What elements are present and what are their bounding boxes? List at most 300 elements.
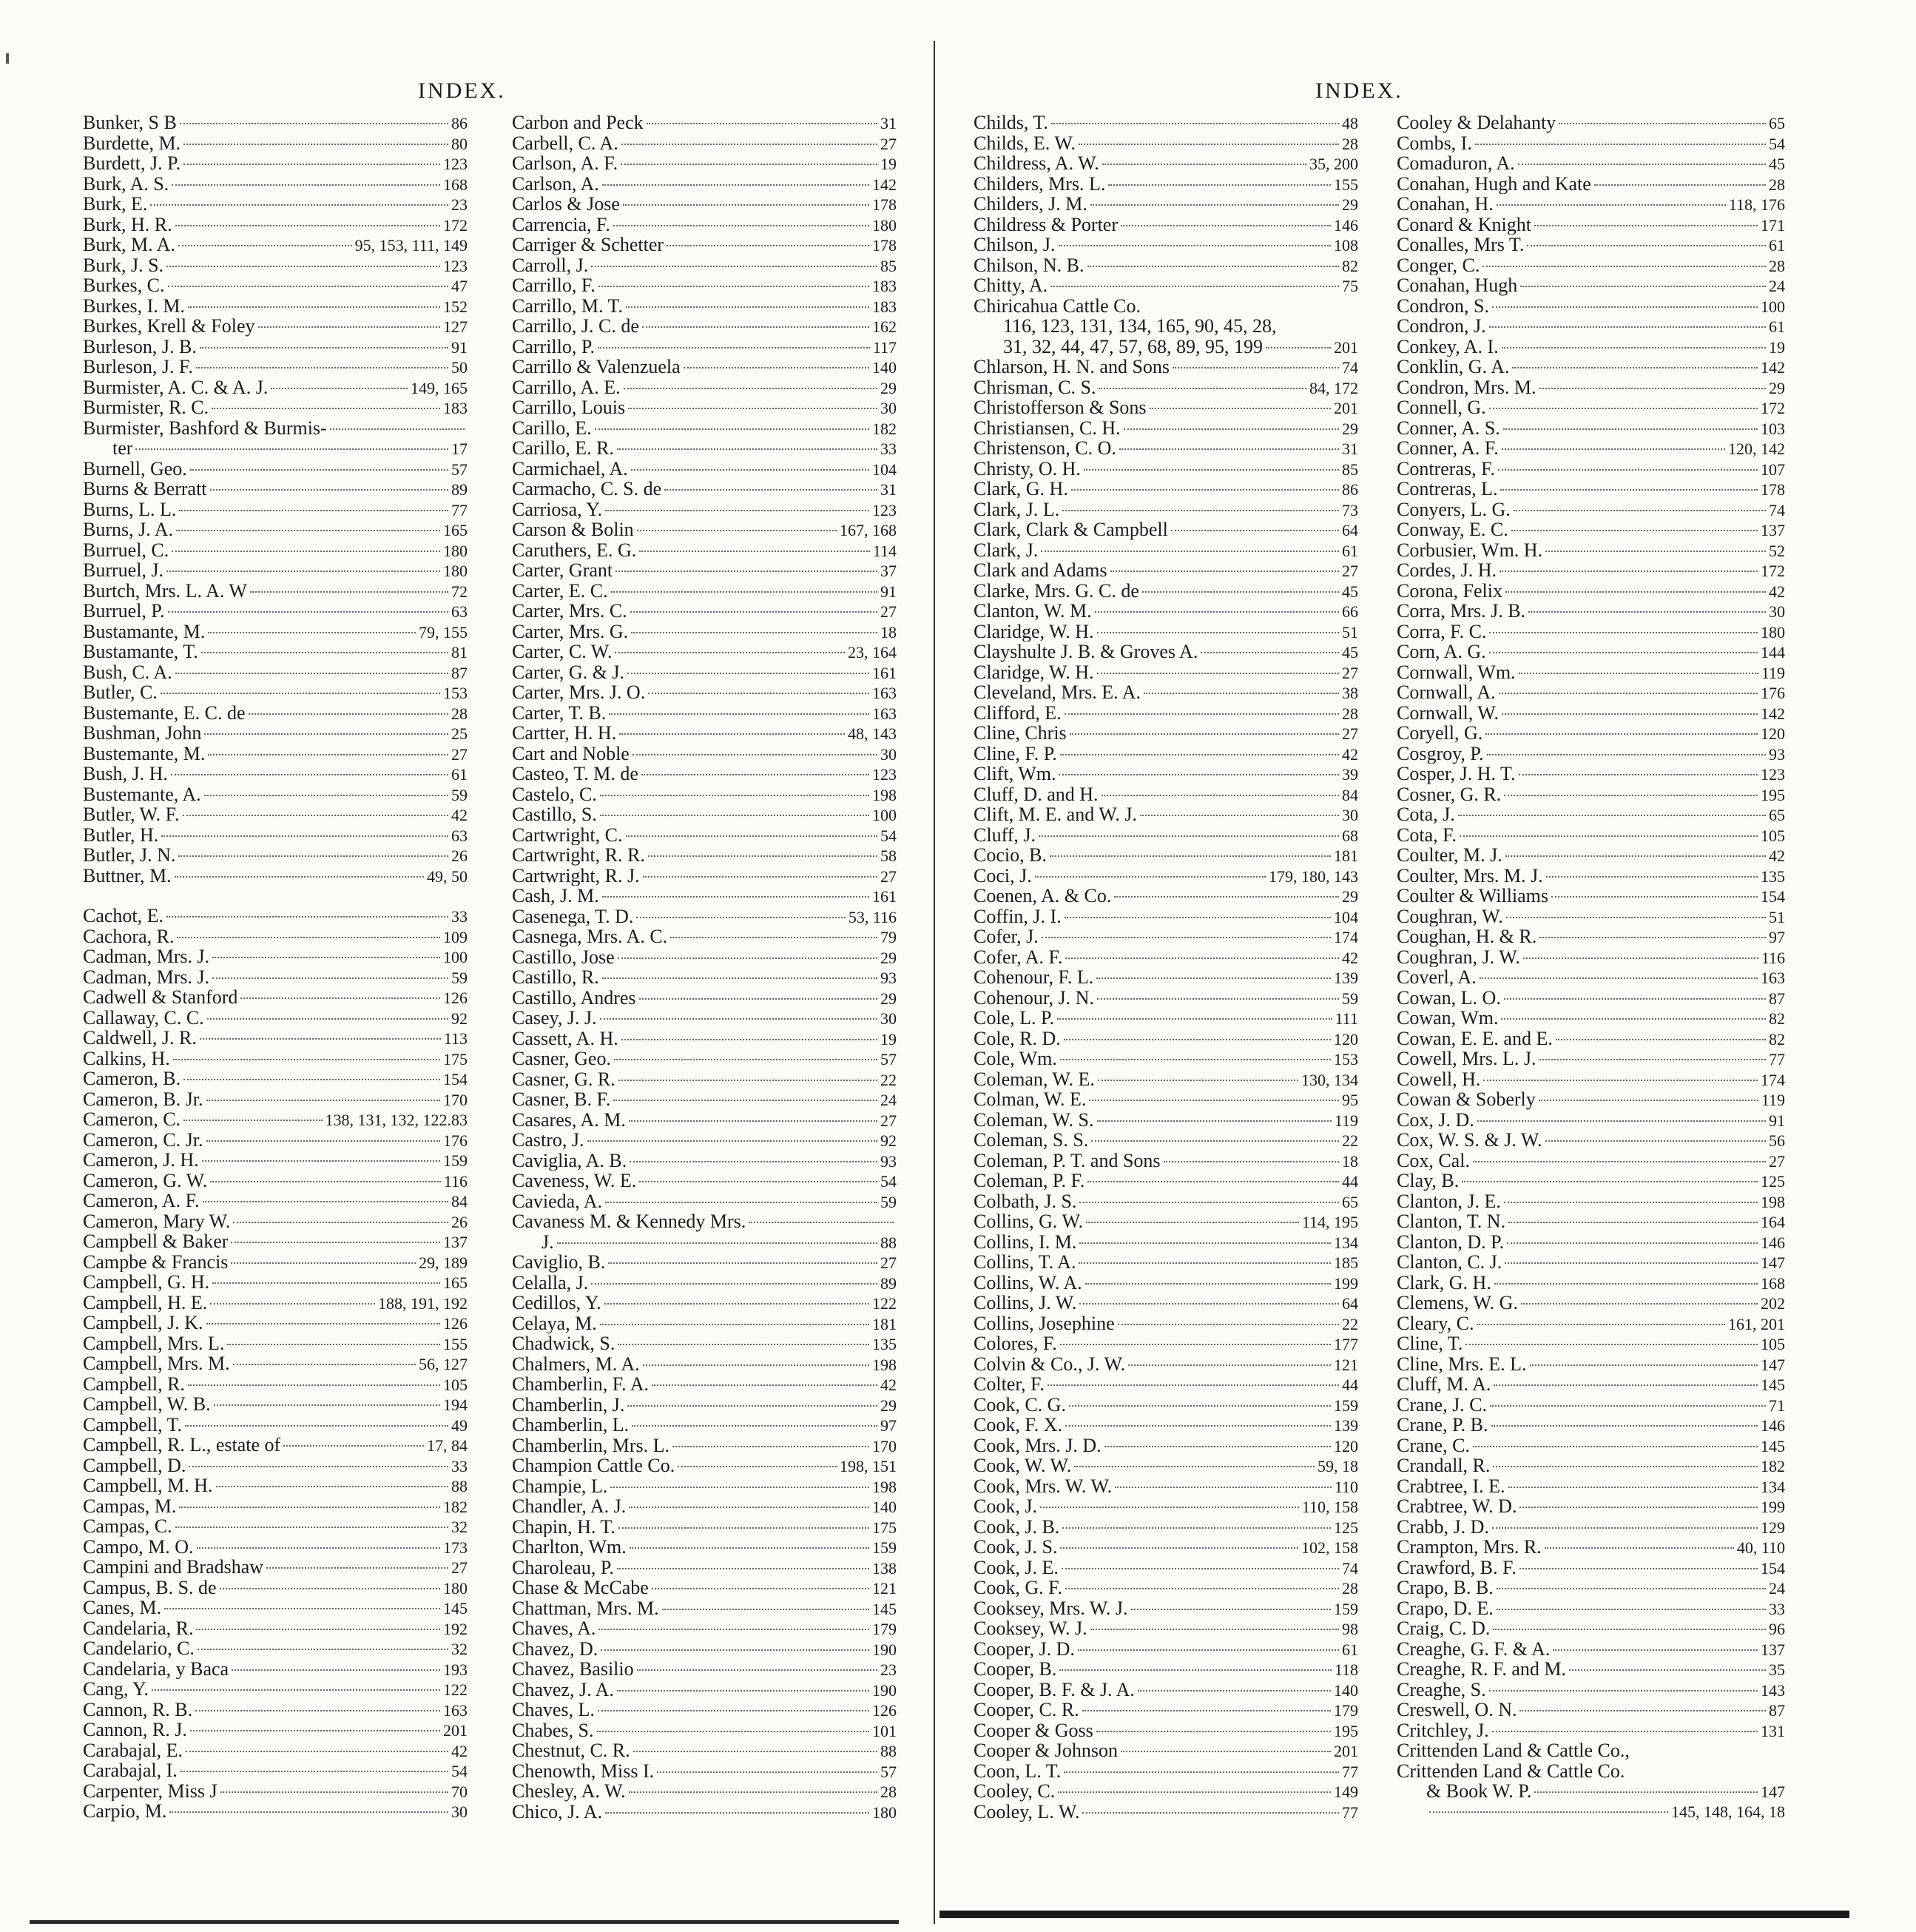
dot-leader (605, 1812, 869, 1814)
entry-page-numbers: 159 (1334, 1599, 1358, 1618)
index-entry (1397, 296, 1785, 317)
index-entry (512, 1293, 897, 1313)
entry-page-numbers: 104 (1334, 907, 1358, 926)
index-entry (512, 804, 897, 825)
entry-name: Castillo, S. (512, 804, 597, 825)
dot-leader (1069, 1405, 1331, 1407)
dot-leader (1501, 1018, 1766, 1020)
entry-name: Burruel, J. (83, 560, 164, 581)
dot-leader (179, 510, 448, 511)
index-entry (1397, 1558, 1785, 1578)
dot-leader (231, 1242, 440, 1243)
index-entry (83, 194, 468, 215)
entry-name: Christiansen, C. H. (974, 417, 1121, 438)
entry-name: Cook, F. X. (974, 1415, 1062, 1435)
index-entry (974, 804, 1358, 825)
entry-page-numbers: 201 (1334, 1742, 1358, 1760)
entry-page-numbers: 39 (1342, 765, 1358, 784)
index-entry (83, 784, 468, 805)
entry-name: Chrisman, C. S. (974, 377, 1096, 397)
entry-name: Cedillos, Y. (512, 1293, 601, 1313)
index-entry (83, 723, 468, 744)
entry-name: Clanton, W. M. (974, 601, 1092, 622)
dot-leader (667, 245, 869, 246)
index-entry (83, 215, 468, 235)
entry-page-numbers: 116 (443, 1171, 468, 1191)
index-entry (83, 438, 468, 459)
index-entry (974, 1191, 1358, 1212)
dot-leader (1060, 1547, 1298, 1549)
entry-page-numbers: 27 (880, 1253, 897, 1272)
entry-name: Calkins, H. (83, 1048, 170, 1068)
entry-name: Clanton, D. P. (1397, 1231, 1505, 1252)
entry-page-numbers: 66 (1342, 602, 1358, 621)
entry-page-numbers: 65 (1769, 114, 1785, 132)
dot-leader (1050, 855, 1331, 857)
entry-name: Cox, Cal. (1397, 1150, 1470, 1171)
index-entry (83, 459, 468, 479)
entry-name: Cook, J. B. (974, 1516, 1060, 1537)
dot-leader (271, 388, 408, 389)
dot-leader (210, 1181, 441, 1182)
index-entry (512, 194, 897, 215)
entry-page-numbers: 27 (880, 1111, 897, 1130)
index-entry (974, 1618, 1358, 1639)
entry-page-numbers: 48 (1342, 114, 1358, 132)
index-entry (512, 642, 897, 662)
entry-page-numbers: 17, 84 (427, 1436, 468, 1455)
entry-name: Cook, J. (974, 1496, 1037, 1517)
entry-name: Clark, Clark & Campbell (974, 519, 1168, 540)
entry-page-numbers: 35 (1769, 1660, 1785, 1679)
dot-leader (615, 570, 877, 572)
index-entry (83, 1252, 468, 1273)
entry-page-numbers: 42 (880, 1376, 897, 1394)
entry-name: Cang, Y. (83, 1679, 149, 1700)
dot-leader (220, 1588, 440, 1589)
dot-leader (204, 795, 448, 796)
index-entry (1397, 540, 1785, 561)
index-entry (83, 1333, 468, 1354)
index-entry (83, 1293, 468, 1313)
entry-name: Campini and Bradshaw (83, 1557, 264, 1578)
dot-leader (1102, 795, 1339, 796)
entry-page-numbers: 29 (1342, 419, 1358, 438)
dot-leader (166, 266, 440, 267)
dot-leader (1492, 1731, 1758, 1732)
index-entry (83, 1089, 468, 1110)
entry-page-numbers: 102, 158 (1301, 1538, 1358, 1557)
index-entry (83, 1679, 468, 1700)
entry-page-numbers: 103 (1761, 419, 1785, 438)
index-entry (1397, 1598, 1785, 1619)
index-entry (1397, 662, 1785, 683)
entry-page-numbers: 183 (872, 277, 897, 295)
entry-name: Contreras, F. (1397, 458, 1495, 479)
index-entry (1397, 397, 1785, 418)
index-entry (83, 662, 468, 683)
dot-leader (210, 489, 448, 491)
entry-name: Collins, J. W. (974, 1293, 1077, 1313)
index-entry (974, 255, 1358, 276)
entry-page-numbers: 50 (451, 358, 468, 377)
entry-name: Conahan, H. (1397, 194, 1494, 215)
index-entry (974, 459, 1358, 479)
dot-leader (617, 1568, 869, 1569)
dot-leader (1458, 815, 1766, 816)
dot-leader (212, 977, 448, 979)
entry-name: Campas, M. (83, 1495, 177, 1516)
index-entry (1397, 1659, 1785, 1680)
index-entry (974, 1496, 1358, 1517)
index-entry (974, 622, 1358, 642)
dot-leader (1489, 326, 1766, 328)
dot-leader (678, 1466, 837, 1467)
dot-leader (1121, 1751, 1331, 1752)
index-entry (974, 1659, 1358, 1680)
index-entry (1397, 1720, 1785, 1741)
dot-leader (614, 1059, 877, 1060)
entry-page-numbers: 95, 153, 111, 149 (354, 236, 468, 255)
entry-page-numbers: 86 (1342, 480, 1358, 499)
entry-page-numbers: 31 (880, 114, 897, 132)
entry-name: Chapin, H. T. (512, 1516, 615, 1537)
dot-leader (1460, 835, 1758, 837)
dot-leader (1429, 1811, 1668, 1813)
entry-page-numbers: 24 (880, 1091, 897, 1109)
dot-leader (1508, 1487, 1758, 1488)
index-entry (83, 1374, 468, 1395)
dot-leader (639, 1181, 877, 1182)
entry-name: Coulter, Mrs. M. J. (1397, 865, 1543, 886)
dot-leader (1062, 1568, 1339, 1569)
entry-name: Bush, C. A. (83, 662, 172, 682)
index-entry (1397, 886, 1785, 906)
dot-leader (1062, 510, 1339, 511)
index-entry (512, 1089, 897, 1110)
entry-name: Cooksey, Mrs. W. J. (974, 1598, 1128, 1618)
entry-name: Crapo, D. E. (1397, 1598, 1494, 1618)
index-entry (1397, 1191, 1785, 1212)
entry-page-numbers: 54 (880, 1172, 897, 1191)
entry-page-numbers: 172 (1761, 399, 1785, 417)
entry-name: Bustemante, E. C. de (83, 702, 246, 723)
index-entry (83, 1516, 468, 1537)
entry-name: Cluff, M. A. (1397, 1374, 1491, 1395)
dot-leader (1097, 998, 1339, 1000)
entry-name: Cannon, R. B. (83, 1699, 193, 1720)
entry-page-numbers: 170 (443, 1090, 468, 1109)
index-entry (512, 1313, 897, 1334)
index-entry (83, 174, 468, 195)
dot-leader (183, 1079, 440, 1080)
entry-page-numbers: 198 (872, 785, 897, 804)
entry-page-numbers: 145 (1761, 1376, 1785, 1394)
index-entry (512, 947, 897, 968)
entry-name: Castillo, Jose (512, 946, 615, 967)
entry-name: Cornwall, A. (1397, 682, 1496, 703)
entry-name: Chabes, S. (512, 1720, 594, 1740)
index-entry (1397, 1151, 1785, 1171)
entry-page-numbers: 119 (1761, 663, 1785, 682)
index-entry (1397, 622, 1785, 642)
entry-name: Chamberlin, Mrs. L. (512, 1435, 670, 1455)
entry-page-numbers: 116 (1761, 948, 1785, 967)
entry-page-numbers: 93 (880, 969, 897, 987)
dot-leader (1070, 733, 1339, 735)
entry-page-numbers: 79 (880, 928, 897, 946)
dot-leader (200, 347, 448, 349)
entry-name: Cadman, Mrs. J. (83, 946, 210, 967)
dot-leader (631, 469, 869, 471)
dot-leader (749, 1222, 894, 1223)
dot-leader (639, 998, 877, 1000)
index-entry (83, 1659, 468, 1680)
entry-page-numbers: 165 (443, 521, 468, 539)
index-entry (512, 1476, 897, 1497)
dot-leader (240, 997, 440, 999)
entry-name: Cline, Mrs. E. L. (1397, 1353, 1527, 1374)
entry-name: Cole, R. D. (974, 1028, 1061, 1049)
entry-page-numbers: 59 (1342, 989, 1358, 1008)
entry-name: Carbon and Peck (512, 112, 644, 133)
entry-name: Carpio, M. (83, 1801, 167, 1822)
entry-page-numbers: 84 (1342, 785, 1358, 804)
entry-page-numbers: 190 (872, 1680, 897, 1700)
dot-leader (1065, 917, 1331, 918)
entry-page-numbers: 154 (1761, 1558, 1785, 1578)
index-entry (1397, 418, 1785, 439)
index-entry (512, 540, 897, 561)
entry-page-numbers: 149 (1334, 1783, 1358, 1801)
dot-leader (1079, 1303, 1339, 1305)
entry-name: Craig, C. D. (1397, 1618, 1491, 1639)
dot-leader (598, 1629, 869, 1630)
entry-name: Collins, G. W. (974, 1211, 1084, 1232)
index-entry (83, 1618, 468, 1639)
dot-leader (1553, 1649, 1758, 1651)
entry-name: Celalla, J. (512, 1272, 589, 1293)
entry-page-numbers: 129 (1761, 1518, 1785, 1537)
entry-name: Chamberlin, J. (512, 1394, 625, 1415)
dot-leader (208, 632, 416, 633)
dot-leader (1492, 1527, 1758, 1529)
index-entry (1397, 1517, 1785, 1538)
entry-name: Cachot, E. (83, 906, 164, 926)
entry-page-numbers: 139 (1334, 969, 1358, 987)
dot-leader (175, 673, 448, 674)
index-entry (1397, 1740, 1785, 1761)
entry-page-numbers: 45 (1342, 643, 1358, 662)
dot-leader (1041, 551, 1339, 552)
entry-page-numbers: 120 (1761, 724, 1785, 743)
entry-page-numbers: 146 (1761, 1233, 1785, 1252)
entry-name: Cox, W. S. & J. W. (1397, 1130, 1542, 1151)
entry-page-numbers: 201 (443, 1721, 468, 1740)
entry-page-numbers: 87 (1769, 989, 1785, 1008)
index-entry (974, 581, 1358, 602)
entry-name: Bustemante, M. (83, 743, 206, 764)
index-entry (512, 1211, 897, 1232)
entry-page-numbers: 22 (880, 1070, 897, 1089)
index-entry (974, 1558, 1358, 1578)
dot-leader (557, 1242, 877, 1244)
entry-name: Burmister, Bashford & Burmis- (83, 417, 327, 438)
entry-name: Campbell, J. K. (83, 1313, 203, 1333)
entry-page-numbers: 28 (880, 1783, 897, 1801)
index-entry (83, 1130, 468, 1151)
dot-leader (600, 1018, 877, 1020)
entry-name: Cornwall, W. (1397, 702, 1499, 723)
entry-page-numbers: 54 (1769, 134, 1785, 153)
dot-leader (604, 1303, 869, 1305)
dot-leader (1539, 937, 1766, 938)
entry-page-numbers: 145 (443, 1599, 468, 1618)
index-entry (974, 1537, 1358, 1558)
entry-page-numbers: 130, 134 (1301, 1070, 1358, 1089)
dot-leader (180, 123, 448, 124)
entry-page-numbers: 194 (443, 1396, 468, 1414)
entry-page-numbers: 44 (1342, 1172, 1358, 1191)
entry-name: Childress, A. W. (974, 153, 1099, 174)
entry-page-numbers: 80 (451, 134, 468, 153)
dot-leader (1074, 1466, 1315, 1467)
index-entry (974, 886, 1358, 906)
entry-page-numbers: 53, 116 (848, 907, 897, 926)
dot-leader (1079, 1202, 1339, 1203)
dot-leader (173, 1059, 440, 1060)
entry-page-numbers: 180 (443, 562, 468, 580)
entry-page-numbers: 104 (872, 460, 897, 479)
dot-leader (1491, 1425, 1758, 1427)
entry-name: Coleman, P. T. and Sons (974, 1150, 1161, 1171)
index-entry (974, 316, 1358, 337)
entry-page-numbers: 19 (880, 1029, 897, 1049)
dot-leader (1071, 489, 1339, 491)
dot-leader (1502, 347, 1766, 349)
entry-page-numbers: 126 (872, 1701, 897, 1720)
entry-page-numbers: 18 (880, 622, 897, 642)
dot-leader (1102, 164, 1306, 165)
index-entry (1397, 784, 1785, 805)
entry-name: Casey, J. J. (512, 1008, 597, 1029)
entry-page-numbers: 178 (872, 236, 897, 255)
entry-page-numbers: 54 (451, 1762, 468, 1780)
index-entry (1397, 560, 1785, 581)
entry-name: Cadwell & Stanford (83, 987, 238, 1008)
entry-name: Chlarson, H. N. and Sons (974, 357, 1170, 377)
index-column-1 (83, 112, 468, 1822)
index-entry (512, 1415, 897, 1435)
entry-name: Coughan, H. & R. (1397, 926, 1537, 947)
dot-leader (233, 1222, 448, 1223)
entry-page-numbers: 88 (451, 1477, 468, 1495)
entry-name: Chesley, A. W. (512, 1781, 626, 1802)
entry-page-numbers: 33 (451, 1456, 468, 1475)
entry-name: Clemens, W. G. (1397, 1293, 1518, 1313)
dot-leader (175, 876, 424, 878)
index-entry (83, 987, 468, 1008)
index-entry (512, 296, 897, 317)
dot-leader (1528, 611, 1766, 613)
entry-page-numbers: 59, 18 (1318, 1457, 1358, 1475)
dot-leader (1483, 1080, 1758, 1081)
dot-leader (1494, 1384, 1758, 1386)
entry-name: Carrillo & Valenzuela (512, 357, 681, 377)
entry-page-numbers: 174 (1334, 928, 1358, 946)
entry-page-numbers: 138 (872, 1558, 897, 1578)
dot-leader (1040, 1507, 1299, 1508)
entry-page-numbers: 137 (1761, 1640, 1785, 1659)
entry-page-numbers: 142 (872, 175, 897, 194)
index-entry (1397, 174, 1785, 195)
entry-page-numbers: 162 (872, 317, 897, 336)
entry-name: Corona, Felix (1397, 580, 1502, 601)
dot-leader (648, 855, 877, 857)
dot-leader (1097, 1120, 1332, 1122)
dot-leader (1119, 448, 1339, 450)
entry-name: Canes, M. (83, 1598, 162, 1618)
entry-page-numbers: 134 (1334, 1233, 1358, 1252)
dot-leader (190, 469, 448, 471)
entry-page-numbers: 121 (872, 1579, 897, 1598)
index-entry (512, 1598, 897, 1619)
entry-name: Bushman, John (83, 723, 202, 744)
index-entry (83, 337, 468, 357)
entry-name: Carter, Grant (512, 560, 613, 581)
index-entry (512, 174, 897, 195)
entry-name: Carriosa, Y. (512, 499, 603, 519)
entry-name: Cartwright, C. (512, 824, 623, 845)
index-entry (974, 479, 1358, 499)
dot-leader (630, 1161, 877, 1162)
index-entry (1397, 906, 1785, 927)
dot-leader (624, 388, 877, 389)
dot-leader (212, 1282, 440, 1284)
right-bottom-rule (940, 1911, 1849, 1918)
entry-name: Cameron, C. (83, 1109, 181, 1130)
entry-name: Burdette, M. (83, 132, 181, 153)
index-entry (974, 1333, 1358, 1354)
entry-page-numbers: 147 (1761, 1253, 1785, 1272)
entry-name: Campbell, H. E. (83, 1292, 208, 1313)
index-entry (974, 133, 1358, 154)
dot-leader (629, 1791, 877, 1793)
entry-page-numbers: 178 (1761, 480, 1785, 499)
entry-name: Cameron, C. Jr. (83, 1129, 203, 1150)
dot-leader (609, 713, 869, 715)
index-entry (83, 153, 468, 174)
index-entry (512, 479, 897, 499)
entry-page-numbers: 172 (443, 215, 468, 235)
dot-leader (1097, 673, 1340, 674)
index-entry (1397, 804, 1785, 825)
index-entry (1397, 1761, 1785, 1782)
entry-page-numbers: 42 (1342, 948, 1358, 967)
entry-page-numbers: 177 (1334, 1335, 1358, 1353)
dot-leader (1493, 1629, 1766, 1630)
index-entry (83, 1496, 468, 1517)
index-entry (1397, 601, 1785, 622)
entry-page-numbers: 29 (880, 989, 897, 1008)
index-entry (512, 377, 897, 398)
page-edge-mark (6, 53, 9, 64)
index-entry (512, 235, 897, 255)
entry-name: Burruel, P. (83, 601, 165, 622)
dot-leader (1164, 1161, 1339, 1162)
dot-leader (168, 286, 449, 287)
index-entry (974, 1151, 1358, 1171)
